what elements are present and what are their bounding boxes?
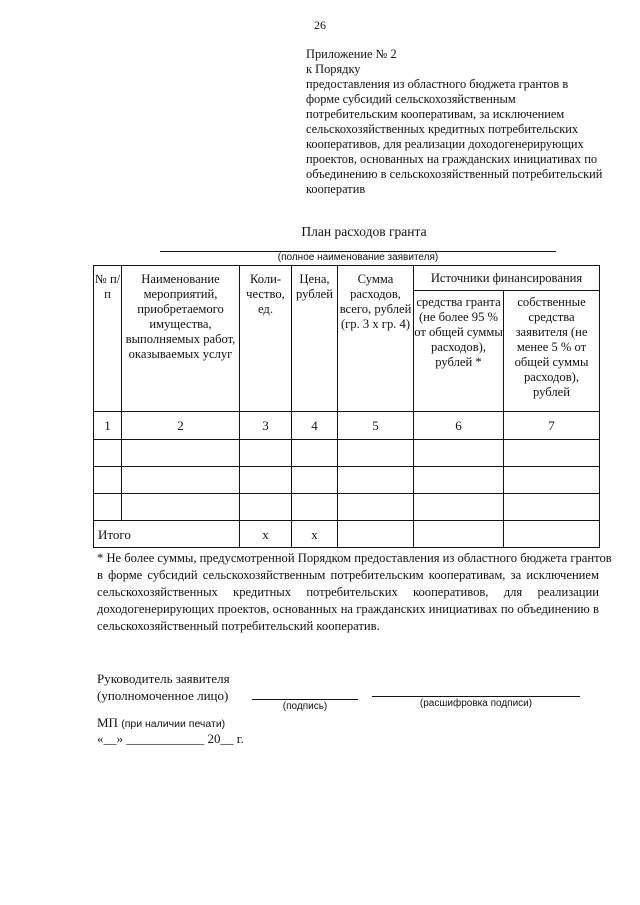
total-price: х [292, 521, 338, 548]
empty-cell [504, 494, 600, 521]
empty-cell [94, 440, 122, 467]
empty-cell [504, 521, 600, 548]
signer-role-note: (уполномоченное лицо) [97, 688, 229, 703]
table-row [94, 467, 600, 494]
empty-cell [414, 440, 504, 467]
header-sources: Источники финансирования [414, 266, 600, 291]
stamp-label: МП [97, 715, 118, 730]
empty-cell [122, 494, 240, 521]
appendix-line: проектов, основанных на гражданских инициативах по [306, 152, 598, 166]
column-number: 3 [240, 412, 292, 440]
empty-cell [414, 521, 504, 548]
empty-cell [414, 467, 504, 494]
column-number-row [94, 412, 600, 440]
footnote-line: в форме субсидий сельскохозяйственным потребительским кооперативам, за исключением [97, 568, 599, 582]
empty-cell [504, 467, 600, 494]
stamp-note: (при наличии печати) [121, 718, 226, 730]
signature-decoding-line [372, 696, 580, 697]
column-number: 4 [292, 412, 338, 440]
footnote-line: сельскохозяйственных кредитных потребительских кооперативов, для реализации [97, 585, 599, 599]
empty-cell [122, 440, 240, 467]
empty-cell [414, 494, 504, 521]
appendix-line: кооперативов, для реализации доходогенерирующих [306, 137, 584, 151]
column-number: 6 [414, 412, 504, 440]
header-qty: Коли-чество, ед. [240, 266, 292, 412]
empty-cell [292, 467, 338, 494]
footnote-line: * Не более суммы, предусмотренной Порядком предоставления из областного бюджета грантов [97, 551, 612, 565]
stamp-label-line [97, 715, 225, 731]
plan-title: План расходов гранта [301, 224, 427, 239]
date-line: «__» ____________ 20__ г. [97, 731, 244, 746]
appendix-line: сельскохозяйственных кредитных потребительских [306, 122, 579, 136]
column-number: 5 [338, 412, 414, 440]
appendix-line: потребительским кооперативам, за исключением [306, 107, 565, 121]
appendix-line: Приложение № 2 [306, 47, 397, 61]
page-number: 26 [314, 18, 326, 32]
applicant-caption: (полное наименование заявителя) [277, 252, 439, 263]
appendix-header [306, 47, 626, 197]
column-number: 1 [94, 412, 122, 440]
empty-cell [240, 440, 292, 467]
column-number: 7 [504, 412, 600, 440]
expense-plan-table [93, 265, 600, 548]
appendix-line: предоставления из областного бюджета грантов в [306, 77, 569, 91]
header-price: Цена, рублей [292, 266, 338, 412]
header-sum: Сумма расходов, всего, рублей (гр. 3 х гр. 4) [338, 266, 414, 412]
footnote-line: сельскохозяйственный потребительский кооператив. [97, 619, 380, 633]
column-number: 2 [122, 412, 240, 440]
appendix-line: объединению в сельскохозяйственный потребительский [306, 167, 603, 181]
empty-cell [240, 467, 292, 494]
empty-cell [292, 440, 338, 467]
signature-caption: (подпись) [282, 701, 328, 712]
signature-line [252, 699, 358, 700]
empty-cell [338, 494, 414, 521]
footnote-line: доходогенерирующих проектов, основанных на гражданских инициативах по объединению в [97, 602, 599, 616]
header-name: Наименование мероприятий, приобретаемого имущества, выполняемых работ, оказываемых услуг [122, 266, 240, 412]
total-row [94, 521, 600, 548]
empty-cell [94, 494, 122, 521]
empty-cell [338, 467, 414, 494]
empty-cell [338, 521, 414, 548]
table-row [94, 440, 600, 467]
signer-block [97, 670, 230, 704]
empty-cell [94, 467, 122, 494]
header-grant: средства гранта (не более 95 % от общей суммы расходов), рублей * [414, 291, 504, 412]
empty-cell [504, 440, 600, 467]
table-header-row [94, 266, 600, 291]
total-qty: х [240, 521, 292, 548]
signer-role: Руководитель заявителя [97, 671, 230, 686]
appendix-line: форме субсидий сельскохозяйственным [306, 92, 516, 106]
table-row [94, 494, 600, 521]
signature-decoding-caption: (расшифровка подписи) [419, 698, 533, 709]
total-label: Итого [94, 521, 240, 548]
empty-cell [122, 467, 240, 494]
footnote [97, 550, 612, 635]
appendix-line: к Порядку [306, 62, 361, 76]
header-num: № п/п [94, 266, 122, 412]
empty-cell [338, 440, 414, 467]
appendix-line: кооператив [306, 182, 366, 196]
empty-cell [292, 494, 338, 521]
empty-cell [240, 494, 292, 521]
header-own: собственные средства заявителя (не менее 5 % от общей суммы расходов), рублей [504, 291, 600, 412]
